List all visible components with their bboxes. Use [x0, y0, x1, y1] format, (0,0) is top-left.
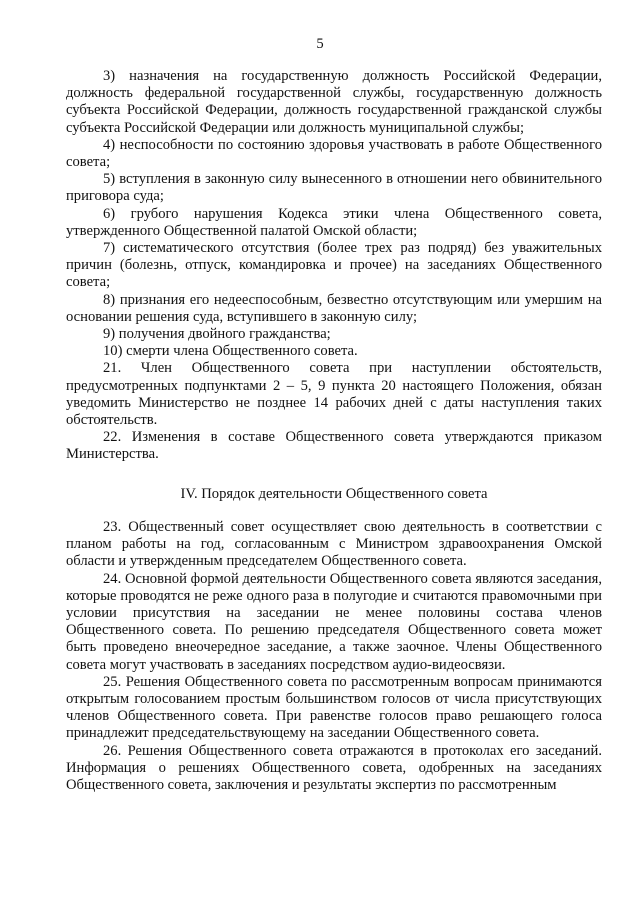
paragraph-21: 21. Член Общественного совета при наступлении обстоятельств, предусмотренных подпунктами 2 – 5, 9 пункта 20 настоящего Положения, обязан уведомить Министерство не позднее 14 рабочих дней с даты наступления таких обстоятельств. — [66, 360, 602, 429]
paragraph-24: 24. Основной формой деятельности Общественного совета являются заседания, которые проводятся не реже одного раза в полугодие и считаются правомочными при условии присутствия на заседании не менее половины состава членов Общественного совета. По решению председателя Общественного совета может быть проведено внеочередное заседание, а также заочное. Члены Общественного совета могут участвовать в заседаниях посредством аудио-видеосвязи. — [66, 570, 602, 673]
top-section — [66, 68, 602, 464]
paragraph-26: 26. Решения Общественного совета отражаются в протоколах его заседаний. Информация о решениях Общественного совета, одобренных на заседаниях Общественного совета, заключения и результаты экспертиз по рассмотренным — [66, 742, 602, 794]
section-heading: IV. Порядок деятельности Общественного совета — [180, 486, 488, 502]
paragraph-item-6: 6) грубого нарушения Кодекса этики члена Общественного совета, утвержденного Общественной палатой Омской области; — [66, 205, 602, 239]
paragraph-22: 22. Изменения в составе Общественного совета утверждаются приказом Министерства. — [66, 429, 602, 463]
paragraph-item-3: 3) назначения на государственную должность Российской Федерации, должность федеральной государственной службы, государственную должность субъекта Российской Федерации, должность государственной гражданской службы субъекта Российской Федерации или должность муниципальной службы; — [66, 68, 602, 136]
paragraph-item-5: 5) вступления в законную силу вынесенного в отношении него обвинительного приговора суда; — [66, 171, 602, 205]
bottom-section — [66, 519, 602, 794]
paragraph-item-8: 8) признания его недееспособным, безвестно отсутствующим или умершим на основании решения суда, вступившего в законную силу; — [66, 291, 602, 325]
paragraph-23: 23. Общественный совет осуществляет свою деятельность в соответствии с планом работы на год, согласованным с Министром здравоохранения Омской области и утвержденным председателем Общественного совета. — [66, 519, 602, 570]
paragraph-item-9: 9) получения двойного гражданства; — [103, 326, 331, 343]
paragraph-item-10: 10) смерти члена Общественного совета. — [103, 343, 358, 360]
paragraph-25: 25. Решения Общественного совета по рассмотренным вопросам принимаются открытым голосованием простым большинством голосов от числа присутствующих членов Общественного совета. При равенстве голосов право решающего голоса принадлежит председательствующему на заседании Общественного совета. — [66, 673, 602, 742]
section-heading-wrap — [66, 486, 602, 503]
paragraph-item-4: 4) неспособности по состоянию здоровья участвовать в работе Общественного совета; — [66, 136, 602, 171]
page-number: 5 — [316, 36, 324, 52]
paragraph-item-7: 7) систематического отсутствия (более трех раз подряд) без уважительных причин (болезнь, отпуск, командировка и прочее) на заседаниях Общественного совета; — [66, 240, 602, 291]
